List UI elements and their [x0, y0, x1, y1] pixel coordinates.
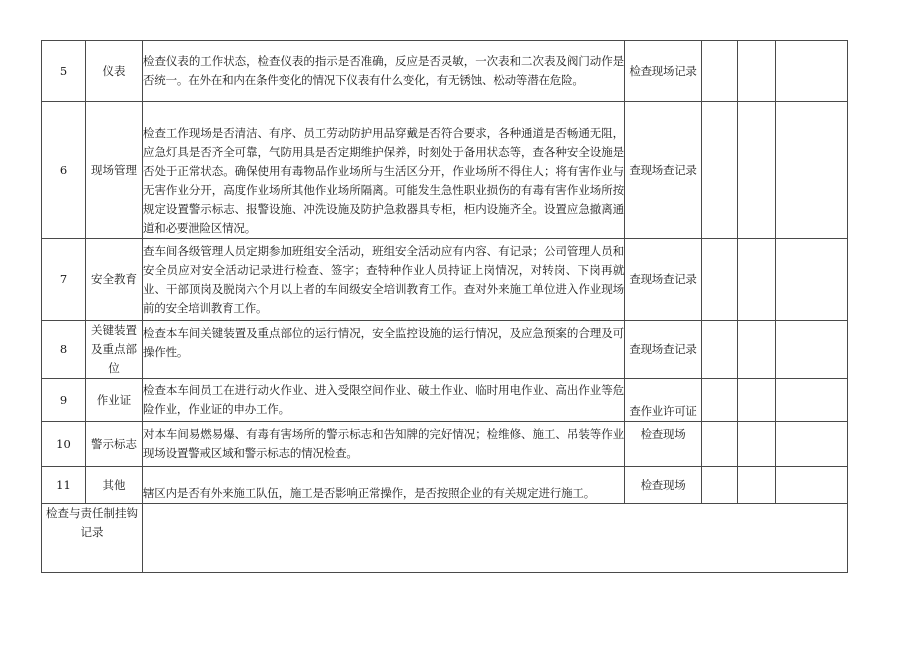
table-row	[42, 41, 848, 102]
result-cell	[702, 239, 738, 321]
row-number: 8	[42, 321, 86, 379]
result-cell	[738, 41, 776, 102]
table-row	[42, 102, 848, 239]
check-content: 检查工作现场是否清洁、有序、员工劳动防护用品穿戴是否符合要求，各种通道是否畅通无阻，应急灯具是否齐全可靠，气防用具是否定期维护保养，时刻处于备用状态等，查各种安全设施是否处于正常状态。确保使用有毒物品作业场所与生活区分开，作业场所不得住人；将有害作业与无害作业分开，高度作业场所其他作业场所隔离。可能发生急性职业损伤的有毒有害作业场所按规定设置警示标志、报警设施、冲洗设施及防护急救器具专柜，柜内设施齐全。设置应急撤离通道和必要泄险区情况。	[143, 102, 625, 239]
result-cell	[776, 379, 848, 422]
result-cell	[738, 379, 776, 422]
result-cell	[776, 41, 848, 102]
check-method: 检查现场记录	[625, 41, 702, 102]
result-cell	[738, 321, 776, 379]
result-cell	[776, 467, 848, 504]
check-method: 查现场查记录	[625, 239, 702, 321]
table-row	[42, 239, 848, 321]
row-number: 6	[42, 102, 86, 239]
result-cell	[738, 239, 776, 321]
result-cell	[738, 422, 776, 467]
check-method: 检查现场	[625, 467, 702, 504]
result-cell	[776, 102, 848, 239]
row-number: 7	[42, 239, 86, 321]
result-cell	[776, 239, 848, 321]
result-cell	[702, 321, 738, 379]
table-row	[42, 422, 848, 467]
check-content: 检查本车间员工在进行动火作业、进入受限空间作业、破土作业、临时用电作业、高出作业等危险作业，作业证的申办工作。	[143, 379, 625, 422]
responsibility-record-value	[143, 504, 848, 573]
check-method: 查作业许可证	[625, 379, 702, 422]
check-content: 检查仪表的工作状态，检查仪表的指示是否准确，反应是否灵敏，一次表和二次表及阀门动作是否统一。在外在和内在条件变化的情况下仪表有什么变化，有无锈蚀、松动等潜在危险。	[143, 41, 625, 102]
inspection-table	[41, 40, 848, 573]
check-method: 查现场查记录	[625, 321, 702, 379]
check-content: 辖区内是否有外来施工队伍，施工是否影响正常操作，是否按照企业的有关规定进行施工。	[143, 467, 625, 504]
result-cell	[702, 102, 738, 239]
row-number: 5	[42, 41, 86, 102]
result-cell	[738, 102, 776, 239]
check-content: 查车间各级管理人员定期参加班组安全活动，班组安全活动应有内容、有记录；公司管理人员和安全员应对安全活动记录进行检查、签字；查特种作业人员持证上岗情况，对转岗、下岗再就业、干部顶岗及脱岗六个月以上者的车间级安全培训教育工作。查对外来施工单位进入作业现场前的安全培训教育工作。	[143, 239, 625, 321]
check-item: 警示标志	[86, 422, 143, 467]
check-item: 作业证	[86, 379, 143, 422]
check-method: 检查现场	[625, 422, 702, 467]
result-cell	[702, 467, 738, 504]
responsibility-record-label: 检查与责任制挂钩记录	[42, 504, 143, 573]
result-cell	[776, 321, 848, 379]
row-number: 10	[42, 422, 86, 467]
result-cell	[738, 467, 776, 504]
check-content: 检查本车间关键装置及重点部位的运行情况，安全监控设施的运行情况，及应急预案的合理及可操作性。	[143, 321, 625, 379]
table-row	[42, 467, 848, 504]
table-row	[42, 321, 848, 379]
check-item: 其他	[86, 467, 143, 504]
row-number: 9	[42, 379, 86, 422]
check-item: 关键装置及重点部位	[86, 321, 143, 379]
check-item: 现场管理	[86, 102, 143, 239]
result-cell	[702, 379, 738, 422]
check-method: 查现场查记录	[625, 102, 702, 239]
result-cell	[702, 422, 738, 467]
result-cell	[776, 422, 848, 467]
result-cell	[702, 41, 738, 102]
check-item: 安全教育	[86, 239, 143, 321]
table-row	[42, 379, 848, 422]
check-item: 仪表	[86, 41, 143, 102]
row-number: 11	[42, 467, 86, 504]
table-row	[42, 504, 848, 573]
check-content: 对本车间易燃易爆、有毒有害场所的警示标志和告知牌的完好情况；检维修、施工、吊装等作业现场设置警戒区域和警示标志的情况检查。	[143, 422, 625, 467]
